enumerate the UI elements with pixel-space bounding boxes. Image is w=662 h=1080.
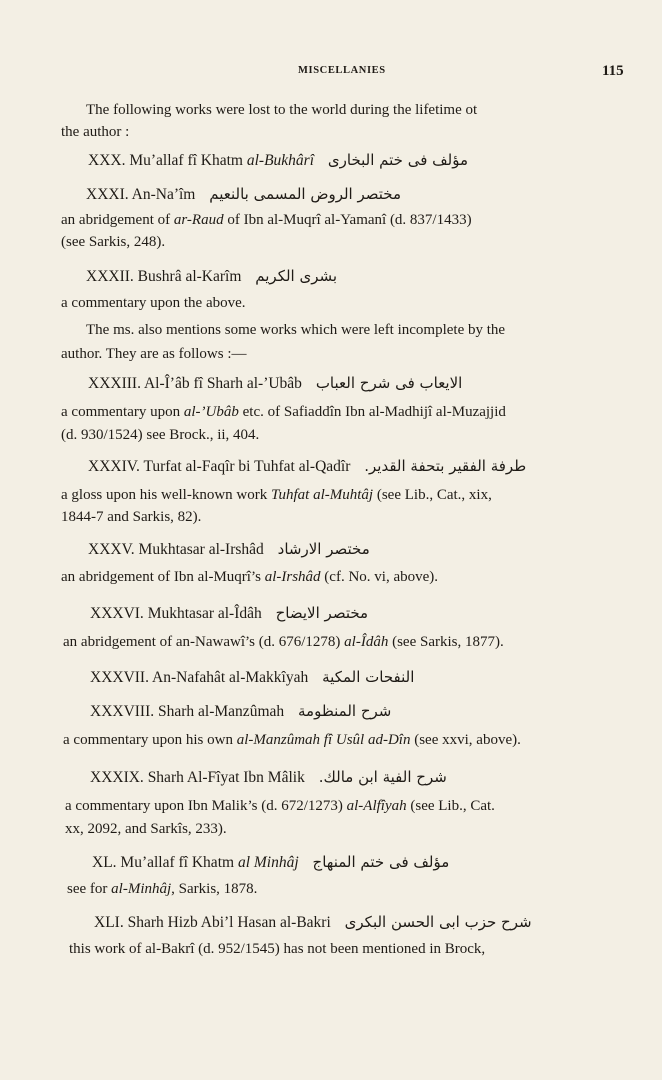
entry-arabic: شرح المنظومة xyxy=(298,702,392,720)
entry-number: XXXVI. xyxy=(90,605,144,622)
entry-title: An-Nafahât al-Makkîyah xyxy=(152,669,309,686)
entry-title-italic: al-Bukhârî xyxy=(246,152,315,169)
mid-paragraph-line-1: The ms. also mentions some works which were left incomplete by the xyxy=(86,322,506,338)
entry-xxxiii xyxy=(88,373,462,394)
intro-line-1: The following works were lost to the world during the lifetime ot xyxy=(86,102,478,118)
entry-title: Turfat al-Faqîr bi Tuhfat al-Qadîr xyxy=(143,458,351,475)
entry-xxxvii xyxy=(90,667,414,688)
entry-xxx xyxy=(88,150,468,171)
entry-arabic: طرفة الفقير بتحفة القدير. xyxy=(364,457,527,475)
entry-title: An-Na’îm xyxy=(131,186,196,203)
entry-title: Mukhtasar al-Îdâh xyxy=(147,605,262,622)
entry-arabic: مختصر الروض المسمى بالنعيم xyxy=(209,185,402,203)
note-xxxiii-line-2: (d. 930/1524) see Brock., ii, 404. xyxy=(61,427,260,443)
entry-arabic: مؤلف فى ختم البخارى xyxy=(327,151,469,169)
entry-arabic: مختصر الايضاح xyxy=(275,604,369,622)
entry-arabic: شرح الفية ابن مالك. xyxy=(318,768,447,786)
entry-title: Sharh Hizb Abi’l Hasan al-Bakri xyxy=(127,914,331,931)
entry-title: Mu’allaf fî Khatm xyxy=(129,152,247,169)
mid-paragraph-line-2: author. They are as follows :— xyxy=(61,346,247,362)
entry-number: XXXIV. xyxy=(88,458,140,475)
entry-xxxviii xyxy=(90,701,391,722)
entry-xxxi xyxy=(86,184,401,205)
note-xxxii: a commentary upon the above. xyxy=(61,295,246,311)
entry-number: XXXVIII. xyxy=(90,703,155,720)
note-xxxiii-line-1: a commentary upon al-’Ubâb etc. of Safiaddîn Ibn al-Madhijî al-Muzajjid xyxy=(61,404,506,420)
entry-arabic: مختصر الارشاد xyxy=(277,540,370,558)
entry-xxxvi xyxy=(90,603,368,624)
entry-title: Sharh Al-Fîyat Ibn Mâlik xyxy=(147,769,305,786)
entry-number: XXXVII. xyxy=(90,669,149,686)
entry-number: XL. xyxy=(92,854,117,871)
entry-arabic: مؤلف فى ختم المنهاج xyxy=(312,853,450,871)
entry-title: Al-Î’âb fî Sharh al-’Ubâb xyxy=(143,375,302,392)
entry-title: Mu’allaf fî Khatm xyxy=(120,854,238,871)
entry-arabic: الايعاب فى شرح العباب xyxy=(315,374,463,392)
note-xxxv: an abridgement of Ibn al-Muqrî’s al-Irshâd (cf. No. vi, above). xyxy=(61,569,439,585)
note-xli: this work of al-Bakrî (d. 952/1545) has not been mentioned in Brock, xyxy=(69,941,486,957)
note-xxxi-line-2: (see Sarkis, 248). xyxy=(61,234,166,250)
entry-xli xyxy=(94,912,532,933)
page-number: 115 xyxy=(602,63,624,79)
note-xxxi-line-1: an abridgement of ar-Raud of Ibn al-Muqrî al-Yamanî (d. 837/1433) xyxy=(61,212,472,228)
entry-arabic: بشرى الكريم xyxy=(255,267,338,285)
running-head xyxy=(0,63,662,83)
entry-number: XXXIX. xyxy=(90,769,144,786)
entry-title: Bushrâ al-Karîm xyxy=(137,268,242,285)
note-xxxiv-line-2: 1844-7 and Sarkis, 82). xyxy=(61,509,202,525)
entry-arabic: شرح حزب ابى الحسن البكرى xyxy=(344,913,532,931)
entry-xl xyxy=(92,852,449,873)
entry-number: XXXIII. xyxy=(88,375,141,392)
entry-number: XLI. xyxy=(94,914,124,931)
note-xxxvi: an abridgement of an-Nawawî’s (d. 676/1278) al-Îdâh (see Sarkis, 1877). xyxy=(63,634,504,650)
entry-xxxii xyxy=(86,266,337,287)
entry-title: Sharh al-Manzûmah xyxy=(158,703,285,720)
entry-number: XXXV. xyxy=(88,541,135,558)
running-title: MISCELLANIES xyxy=(298,65,386,76)
entry-xxxiv xyxy=(88,456,526,477)
entry-arabic: النفحات المكية xyxy=(322,668,415,686)
note-xxxviii: a commentary upon his own al-Manzûmah fî Usûl ad-Dîn (see xxvi, above). xyxy=(63,732,521,748)
note-xl: see for al-Minhâj, Sarkis, 1878. xyxy=(67,881,258,897)
entry-xxxix xyxy=(90,767,447,788)
entry-title: Mukhtasar al-Irshâd xyxy=(138,541,264,558)
entry-number: XXX. xyxy=(88,152,126,169)
entry-number: XXXII. xyxy=(86,268,134,285)
entry-xxxv xyxy=(88,539,370,560)
intro-line-2: the author : xyxy=(61,124,130,140)
entry-number: XXXI. xyxy=(86,186,129,203)
note-xxxix-line-1: a commentary upon Ibn Malik’s (d. 672/1273) al-Alfîyah (see Lib., Cat. xyxy=(65,798,495,814)
note-xxxiv-line-1: a gloss upon his well-known work Tuhfat al-Muhtâj (see Lib., Cat., xix, xyxy=(61,487,492,503)
entry-title-italic: al Minhâj xyxy=(237,854,299,871)
note-xxxix-line-2: xx, 2092, and Sarkîs, 233). xyxy=(65,821,227,837)
